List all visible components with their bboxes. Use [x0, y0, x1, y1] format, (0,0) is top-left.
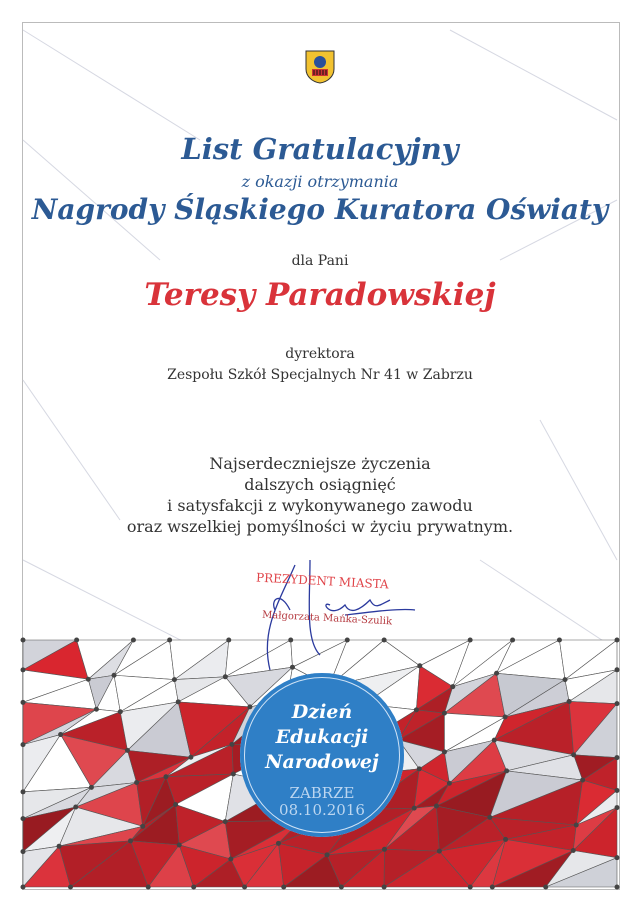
mesh-node [140, 824, 145, 829]
mesh-node [382, 847, 387, 852]
mesh-node [434, 803, 439, 808]
mesh-node [615, 755, 620, 760]
wishes-line: i satysfakcji z wykonywanego zawodu [167, 496, 473, 515]
signatory-title: PREZYDENT MIASTA [255, 570, 390, 592]
award-name: Nagrody Śląskiego Kuratora Oświaty [31, 193, 609, 226]
mesh-node [580, 778, 585, 783]
badge-line: Narodowej [265, 751, 379, 773]
mesh-node [21, 789, 26, 794]
mesh-node [231, 772, 236, 777]
mesh-node [468, 885, 473, 890]
mesh-node [134, 780, 139, 785]
for-text: dla Pani [291, 253, 349, 269]
mesh-node [615, 667, 620, 672]
mesh-node [450, 684, 455, 689]
education-day-badge [240, 673, 404, 837]
wishes-line: dalszych osiągnięć [244, 475, 396, 494]
mesh-node [21, 849, 26, 854]
mesh-node [229, 742, 234, 747]
mesh-node [73, 805, 78, 810]
mesh-node [146, 885, 151, 890]
mesh-node [414, 707, 419, 712]
mesh-node [615, 701, 620, 706]
mesh-node [494, 671, 499, 676]
mesh-node [382, 885, 387, 890]
background-line [23, 30, 200, 140]
badge-city: ZABRZE [289, 784, 355, 802]
mesh-node [571, 848, 576, 853]
mesh-node [325, 852, 330, 857]
mesh-node [223, 819, 228, 824]
mesh-node [68, 885, 73, 890]
badge-line: Edukacji [275, 726, 369, 748]
mesh-node [21, 816, 26, 821]
mesh-node [563, 677, 568, 682]
mesh-node [58, 732, 63, 737]
badge-date: 08.10.2016 [279, 801, 365, 819]
mesh-node [417, 766, 422, 771]
mesh-node [188, 755, 193, 760]
mesh-node [437, 849, 442, 854]
signatory-name: Małgorzata Mańka-Szulik [261, 609, 393, 628]
background-line [450, 30, 617, 120]
badge-line: Dzień [291, 701, 353, 723]
mesh-node [281, 885, 286, 890]
position-text: dyrektora [285, 346, 355, 362]
school-name: Zespołu Szkół Specjalnych Nr 41 w Zabrzu [167, 367, 473, 383]
mesh-node [57, 844, 62, 849]
mesh-node [503, 837, 508, 842]
mesh-node [21, 667, 26, 672]
mesh-node [21, 638, 26, 643]
mesh-node [172, 677, 177, 682]
mesh-node [173, 802, 178, 807]
mesh-node [125, 748, 130, 753]
mesh-node [167, 638, 172, 643]
mesh-node [223, 674, 228, 679]
mesh-node [510, 638, 515, 643]
mesh-node [615, 885, 620, 890]
mesh-node [276, 841, 281, 846]
occasion-text: z okazji otrzymania [241, 172, 399, 191]
mesh-node [487, 815, 492, 820]
wishes-line: oraz wszelkiej pomyślności w życiu prywatnym. [126, 517, 514, 536]
mesh-node [447, 781, 452, 786]
mesh-node [492, 738, 497, 743]
mesh-node [177, 842, 182, 847]
mesh-node [128, 838, 133, 843]
mesh-node [163, 774, 168, 779]
mesh-node [228, 856, 233, 861]
background-line [23, 560, 200, 650]
mesh-node [503, 715, 508, 720]
mesh-node [21, 742, 26, 747]
mesh-node [567, 699, 572, 704]
mesh-node [21, 700, 26, 705]
mesh-node [74, 638, 79, 643]
mesh-node [89, 785, 94, 790]
mesh-node [86, 677, 91, 682]
mesh-node [118, 709, 123, 714]
recipient-name: Teresy Paradowskiej [144, 277, 496, 313]
mesh-node [112, 673, 117, 678]
mesh-node [615, 805, 620, 810]
mesh-node [442, 749, 447, 754]
mesh-node [131, 638, 136, 643]
mesh-node [242, 885, 247, 890]
mesh-node [574, 823, 579, 828]
mesh-node [226, 638, 231, 643]
mesh-node [94, 707, 99, 712]
mesh-node [412, 806, 417, 811]
mesh-node [615, 638, 620, 643]
mesh-node [442, 711, 447, 716]
mesh-node [191, 885, 196, 890]
mesh-node [21, 885, 26, 890]
mesh-node [571, 752, 576, 757]
mesh-node [615, 855, 620, 860]
wishes-text [0, 453, 640, 537]
certificate-title: List Gratulacyjny [181, 132, 459, 166]
wishes-line: Najserdeczniejsze życzenia [209, 454, 431, 473]
mesh-node [490, 885, 495, 890]
background-line [480, 560, 617, 650]
mesh-node [543, 885, 548, 890]
mesh-node [339, 885, 344, 890]
mesh-node [504, 768, 509, 773]
mesh-node [615, 788, 620, 793]
mesh-node [468, 638, 473, 643]
mesh-node [557, 638, 562, 643]
mesh-node [176, 699, 181, 704]
city-coat-of-arms-icon [305, 50, 335, 84]
